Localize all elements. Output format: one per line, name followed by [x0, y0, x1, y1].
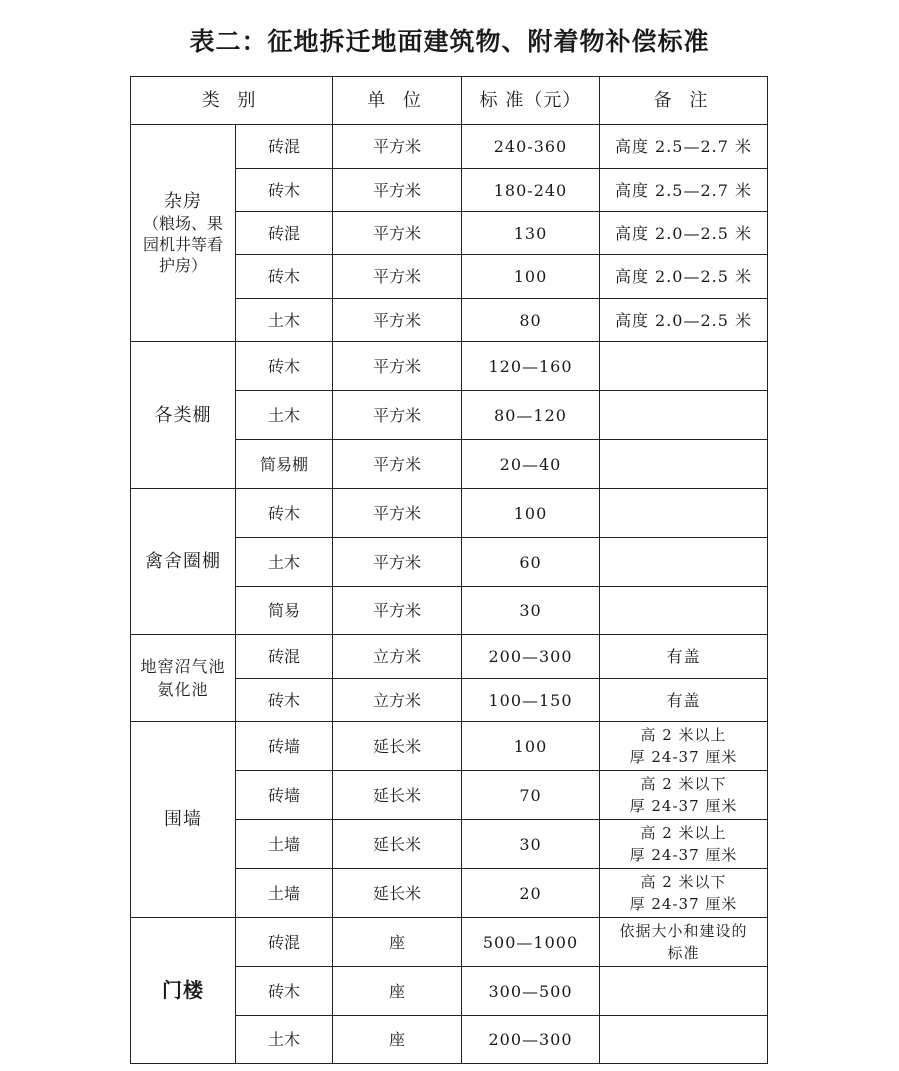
unit-cell: 平方米	[333, 255, 462, 299]
unit-cell: 座	[333, 918, 462, 967]
unit-cell: 延长米	[333, 869, 462, 918]
remark-cell	[600, 391, 768, 440]
type-cell: 砖墙	[236, 722, 333, 771]
remark-line: 标准	[667, 944, 700, 962]
type-cell: 砖木	[236, 342, 333, 391]
header-unit: 单 位	[333, 77, 462, 125]
standard-cell: 130	[462, 212, 600, 255]
standard-cell: 100	[462, 722, 600, 771]
unit-cell: 座	[333, 967, 462, 1016]
type-cell: 土木	[236, 391, 333, 440]
remark-cell	[600, 440, 768, 489]
standard-cell: 500—1000	[462, 918, 600, 967]
type-cell: 砖墙	[236, 771, 333, 820]
remark-cell	[600, 771, 768, 820]
unit-cell: 平方米	[333, 489, 462, 538]
remark-cell: 有盖	[600, 635, 768, 679]
remark-line: 高 2 米以上	[640, 726, 727, 744]
standard-cell: 200—300	[462, 1016, 600, 1064]
remark-cell: 高度 2.0—2.5 米	[600, 212, 768, 255]
category-note: （粮场、果园机井等看护房）	[142, 214, 223, 275]
type-cell: 砖木	[236, 255, 333, 299]
remark-cell: 高度 2.0—2.5 米	[600, 299, 768, 342]
unit-cell: 延长米	[333, 722, 462, 771]
standard-cell: 100	[462, 255, 600, 299]
unit-cell: 延长米	[333, 820, 462, 869]
remark-cell	[600, 1016, 768, 1064]
unit-cell: 平方米	[333, 212, 462, 255]
unit-cell: 座	[333, 1016, 462, 1064]
type-cell: 土墙	[236, 869, 333, 918]
category-cell	[131, 342, 236, 489]
category-name: 杂房	[164, 191, 202, 212]
type-cell: 砖混	[236, 918, 333, 967]
unit-cell: 平方米	[333, 299, 462, 342]
unit-cell: 立方米	[333, 635, 462, 679]
table-row	[131, 342, 768, 391]
remark-cell	[600, 967, 768, 1016]
type-cell: 砖木	[236, 489, 333, 538]
unit-cell: 平方米	[333, 440, 462, 489]
type-cell: 土木	[236, 538, 333, 587]
standard-cell: 30	[462, 587, 600, 635]
remark-cell: 有盖	[600, 679, 768, 722]
category-name: 围墙	[164, 809, 202, 830]
remark-cell	[600, 722, 768, 771]
standard-cell: 20—40	[462, 440, 600, 489]
category-cell	[131, 918, 236, 1064]
standard-cell: 200—300	[462, 635, 600, 679]
table-row	[131, 635, 768, 679]
remark-line: 高 2 米以下	[640, 775, 727, 793]
standard-cell: 60	[462, 538, 600, 587]
unit-cell: 延长米	[333, 771, 462, 820]
table-row	[131, 125, 768, 169]
type-cell: 砖混	[236, 125, 333, 169]
unit-cell: 平方米	[333, 538, 462, 587]
document-title: 表二：征地拆迁地面建筑物、附着物补偿标准	[189, 27, 710, 56]
remark-cell	[600, 538, 768, 587]
type-cell: 土墙	[236, 820, 333, 869]
standard-cell: 240-360	[462, 125, 600, 169]
category-cell	[131, 722, 236, 918]
standard-cell: 80	[462, 299, 600, 342]
remark-cell	[600, 587, 768, 635]
table-row	[131, 722, 768, 771]
unit-cell: 平方米	[333, 587, 462, 635]
remark-line: 厚 24-37 厘米	[629, 895, 738, 913]
standard-cell: 100	[462, 489, 600, 538]
category-name: 禽舍圈棚	[145, 551, 221, 572]
standard-cell: 100—150	[462, 679, 600, 722]
remark-cell	[600, 489, 768, 538]
remark-line: 厚 24-37 厘米	[629, 748, 738, 766]
standard-cell: 300—500	[462, 967, 600, 1016]
remark-line: 厚 24-37 厘米	[629, 846, 738, 864]
standard-cell: 180-240	[462, 169, 600, 212]
category-name: 各类棚	[154, 404, 212, 426]
type-cell: 土木	[236, 299, 333, 342]
header-row	[131, 77, 768, 125]
remark-cell: 高度 2.0—2.5 米	[600, 255, 768, 299]
category-cell	[131, 125, 236, 342]
remark-line: 高 2 米以上	[640, 824, 727, 842]
remark-cell	[600, 820, 768, 869]
compensation-table	[130, 76, 768, 1064]
unit-cell: 立方米	[333, 679, 462, 722]
category-name: 门楼	[162, 978, 204, 1002]
type-cell: 砖混	[236, 635, 333, 679]
type-cell: 土木	[236, 1016, 333, 1064]
standard-cell: 30	[462, 820, 600, 869]
remark-line: 高 2 米以下	[640, 873, 727, 891]
unit-cell: 平方米	[333, 391, 462, 440]
type-cell: 砖木	[236, 679, 333, 722]
remark-line: 厚 24-37 厘米	[629, 797, 738, 815]
standard-cell: 80—120	[462, 391, 600, 440]
type-cell: 砖木	[236, 169, 333, 212]
type-cell: 简易棚	[236, 440, 333, 489]
category-cell	[131, 635, 236, 722]
remark-cell	[600, 342, 768, 391]
table-row	[131, 918, 768, 967]
standard-cell: 70	[462, 771, 600, 820]
type-cell: 简易	[236, 587, 333, 635]
type-cell: 砖混	[236, 212, 333, 255]
type-cell: 砖木	[236, 967, 333, 1016]
header-standard: 标 准（元）	[462, 77, 600, 125]
category-name: 地窖沼气池氨化池	[140, 657, 226, 699]
header-remark: 备 注	[600, 77, 768, 125]
unit-cell: 平方米	[333, 169, 462, 212]
header-category: 类 别	[131, 77, 333, 125]
remark-cell: 高度 2.5—2.7 米	[600, 125, 768, 169]
table-row	[131, 489, 768, 538]
unit-cell: 平方米	[333, 125, 462, 169]
remark-cell	[600, 869, 768, 918]
standard-cell: 20	[462, 869, 600, 918]
unit-cell: 平方米	[333, 342, 462, 391]
remark-cell	[600, 918, 768, 967]
remark-line: 依据大小和建设的	[619, 922, 748, 940]
category-cell	[131, 489, 236, 635]
standard-cell: 120—160	[462, 342, 600, 391]
remark-cell: 高度 2.5—2.7 米	[600, 169, 768, 212]
